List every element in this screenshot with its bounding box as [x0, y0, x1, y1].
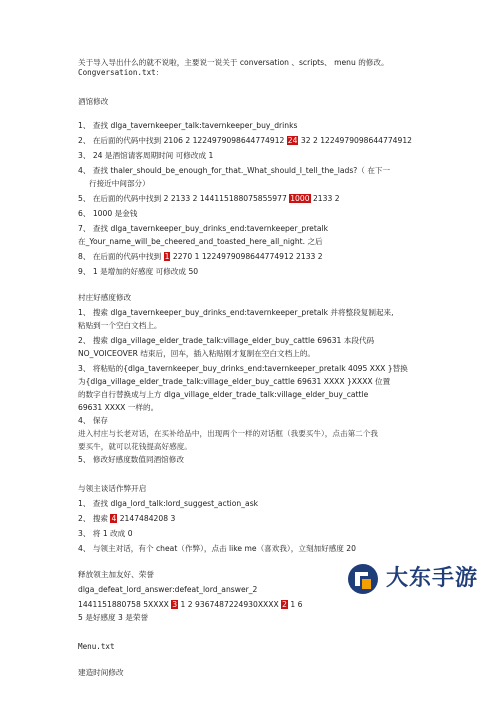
spacer [78, 623, 438, 642]
village-step-2: 2、 搜索 dlga_village_elder_trade_talk:village_elder_buy_cattle 69631 本段代码 [78, 336, 375, 345]
highlight-value: 1 [164, 252, 170, 261]
tavern-step-5-tail: 2133 2 [310, 194, 340, 203]
lord-step-2-tail: 2147484208 3 [117, 514, 176, 523]
village-section-title: 村庄好感度修改 [78, 293, 132, 302]
tavern-step-2 [78, 136, 438, 146]
village-step-3-cont-3: 69631 XXXX 一样的。 [78, 403, 159, 412]
spacer [78, 107, 438, 121]
lord-step-4: 4、 与领主对话，有个 cheat（作弊），点击 like me（喜欢我），立刻加好感度 20 [78, 544, 356, 553]
release-value-tail: 1 6 [287, 600, 303, 609]
spacer [78, 78, 438, 97]
spacer [78, 465, 438, 484]
tavern-step-8 [78, 252, 438, 262]
release-section-title: 释放领主加友好、荣誉 [78, 570, 154, 579]
village-step-1: 1、 搜索 dlga_tavernkeeper_buy_drinks_end:tavernkeeper_pretalk 并将整段复制起来, [78, 308, 394, 317]
highlight-value: 2 [282, 600, 287, 609]
release-note: 5 是好感度 3 是荣誉 [78, 613, 149, 622]
tavern-step-2-text: 2、 在后面的代码中找到 2106 2 1224979098644774912 [78, 136, 287, 145]
tavern-step-5-text: 5、 在后面的代码中找到 2 2133 2 144115188075855977 [78, 194, 290, 203]
village-step-2-cont: NO_VOICEOVER 结束后，回车，插入粘贴刚才复制在空白文档上的。 [78, 349, 316, 358]
menu-section-title: 建造时间修改 [78, 668, 124, 677]
watermark-text: 大东手游 [386, 566, 479, 591]
highlight-value: 3 [172, 600, 178, 609]
tavern-step-4: 4、 查找 thaler_should_be_enough_for_that._What_should_I_tell_the_lads?（ 在下一 [78, 166, 391, 175]
intro-line-1: 关于导入导出什么的就不说啦，主要说一说关于 conversation 、scripts、 menu 的修改。 [78, 58, 389, 67]
release-value-line [78, 600, 438, 610]
highlight-value: 1000 [290, 194, 310, 203]
watermark-logo [346, 558, 496, 600]
highlight-value: 4 [111, 514, 117, 523]
village-step-5: 5、 修改好感度数值同酒馆修改 [78, 455, 184, 464]
tavern-step-8-text: 8、 在后面的代码中找到 [78, 252, 164, 261]
lord-step-2-text: 2、 搜索 [78, 514, 111, 523]
release-value-mid: 1 2 9367487224930XXXX [178, 600, 282, 609]
tavern-step-7-cont: 在_Your_name_will_be_cheered_and_toasted_here_all_night. 之后 [78, 237, 323, 246]
village-step-3-cont-2: 的数字自行替换成与上方 dlga_village_elder_trade_talk:village_elder_buy_cattle [78, 390, 369, 399]
highlight-value: 24 [287, 136, 298, 145]
lord-section-title: 与领主谈话作弊开启 [78, 484, 147, 493]
spacer [78, 652, 438, 668]
tavern-step-2-tail: 32 2 1224979098644774912 [298, 136, 413, 145]
tavern-step-8-tail: 2270 1 1224979098644774912 2133 2 [170, 252, 323, 261]
village-note-1: 进入村庄与长老对话，在买补给品中，出现两个一样的对话框（我要买牛），点击第二个我 [78, 429, 378, 438]
tavern-step-9: 9、 1 是增加的好感度 可修改成 50 [78, 267, 199, 276]
lord-step-3: 3、 将 1 改成 0 [78, 529, 133, 538]
tavern-step-7: 7、 查找 dlga_tavernkeeper_buy_drinks_end:tavernkeeper_pretalk [78, 224, 328, 233]
village-step-1-cont: 粘贴到一个空白文档上。 [78, 321, 162, 330]
tavern-step-4-cont: 行接近中间部分） [89, 179, 150, 188]
village-step-4: 4、 保存 [78, 416, 109, 425]
tavern-step-5 [78, 194, 438, 204]
lord-step-2 [78, 514, 438, 524]
menu-file-title: Menu.txt [78, 642, 115, 651]
village-note-2: 要买牛，就可以花钱提高好感度。 [78, 442, 192, 451]
tavern-section-title: 酒馆修改 [78, 97, 109, 106]
lord-step-1: 1、 查找 dlga_lord_talk:lord_suggest_action_ask [78, 499, 259, 508]
logo-mark-icon [346, 562, 380, 596]
release-value-text: 1441151880758 5XXXX [78, 600, 172, 609]
village-step-3: 3、 将粘贴的{dlga_tavernkeeper_buy_drinks_end:tavernkeeper_pretalk 4095 XXX }替换 [78, 364, 408, 373]
release-code: dlga_defeat_lord_answer:defeat_lord_answer_2 [78, 585, 258, 594]
intro-line-2: Congversation.txt： [78, 68, 164, 77]
tavern-step-3: 3、 24 是酒馆请客周期时间 可修改成 1 [78, 151, 214, 160]
spacer [78, 277, 438, 293]
village-step-3-cont-1: 为{dlga_village_elder_trade_talk:village_elder_buy_cattle 69631 XXXX }XXXX 位置 [78, 377, 391, 386]
tavern-step-6: 6、 1000 是金钱 [78, 209, 138, 218]
tavern-step-1: 1、 查找 dlga_tavernkeeper_talk:tavernkeeper_buy_drinks [78, 121, 298, 130]
